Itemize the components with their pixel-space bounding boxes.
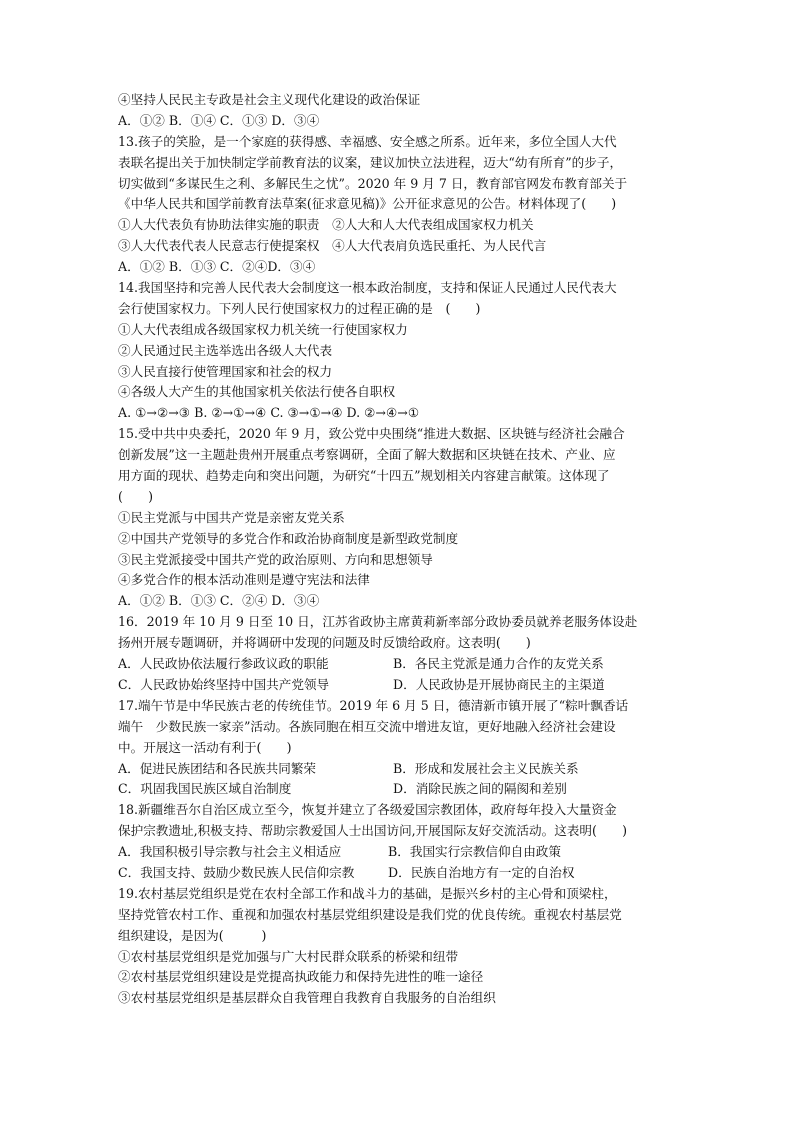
question-17 bbox=[118, 696, 678, 800]
q16-option-b: B．各民主党派是通力合作的友党关系 bbox=[393, 656, 604, 672]
q13-options: A．①② B．①③ C．②④D．③④ bbox=[118, 259, 316, 275]
question-13 bbox=[118, 132, 678, 278]
q15-stem-line-2: 创新发展”这一主题赴贵州开展重点考察调研，全面了解大数据和区块链在技术、产业、应 bbox=[118, 447, 616, 463]
q18-option-a: A．我国积极引导宗教与社会主义相适应 bbox=[118, 844, 342, 860]
q17-option-c: C．巩固我国民族区域自治制度 bbox=[118, 781, 292, 797]
question-12-tail bbox=[118, 90, 678, 132]
q17-options-row-2 bbox=[118, 779, 678, 800]
q16-options-row-1 bbox=[118, 654, 678, 675]
q14-item-4: ④各级人大产生的其他国家机关依法行使各自职权 bbox=[118, 384, 396, 400]
q13-items-line-1: ①人大代表负有协助法律实施的职责 ②人大和人大代表组成国家权力机关 bbox=[118, 217, 534, 233]
q16-option-c: C．人民政协始终坚持中国共产党领导 bbox=[118, 676, 330, 692]
question-15 bbox=[118, 424, 678, 612]
q17-stem-line-1: 17.端午节是中华民族古老的传统佳节。2019 年 6 月 5 日，德清新市镇开展了“粽叶飘香话 bbox=[118, 697, 629, 713]
q19-stem-line-1: 19.农村基层党组织是党在农村全部工作和战斗力的基础，是振兴乡村的主心骨和顶梁柱， bbox=[118, 885, 617, 901]
q15-stem-line-1: 15.受中共中央委托，2020 年 9 月，致公党中央围绕“推进大数据、区块链与经济社会融合 bbox=[118, 426, 625, 442]
q17-option-a: A．促进民族团结和各民族共同繁荣 bbox=[118, 760, 317, 776]
q15-stem-line-4: ( ) bbox=[118, 488, 154, 504]
q15-item-2: ②中国共产党领导的多党合作和政治协商制度是新型政党制度 bbox=[118, 530, 459, 546]
q18-options-row-2 bbox=[118, 863, 678, 884]
q14-stem-line-1: 14.我国坚持和完善人民代表大会制度这一根本政治制度，支持和保证人民通过人民代表大 bbox=[118, 280, 617, 296]
q16-stem-line-1: 16．2019 年 10 月 9 日至 10 日，江苏省政协主席黄莉新率部分政协委员就养老服务体设赴 bbox=[118, 614, 638, 630]
q18-option-c: C．我国支持、鼓励少数民族人民信仰宗教 bbox=[118, 864, 355, 880]
q17-stem-line-2: 端午 少数民族一家亲”活动。各族同胞在相互交流中增进友谊，更好地融入经济社会建设 bbox=[118, 718, 616, 734]
q14-item-1: ①人大代表组成各级国家权力机关统一行使国家权力 bbox=[118, 321, 408, 337]
q18-stem-line-2: 保护宗教遗址,积极支持、帮助宗教爱国人士出国访问,开展国际友好交流活动。这表明( ) bbox=[118, 823, 627, 839]
q16-stem-line-2: 扬州开展专题调研，并将调研中发现的问题及时反馈给政府。这表明( ) bbox=[118, 635, 531, 651]
q19-stem-line-3: 组织建设，是因为( ) bbox=[118, 927, 267, 943]
q15-item-4: ④多党合作的根本活动准则是遵守宪法和法律 bbox=[118, 572, 370, 588]
q18-option-d: D．民族自治地方有一定的自治权 bbox=[388, 864, 575, 880]
q18-options-row-1 bbox=[118, 842, 678, 863]
q16-option-d: D．人民政协是开展协商民主的主渠道 bbox=[393, 676, 605, 692]
question-16 bbox=[118, 612, 678, 696]
q14-stem-line-2: 会行使国家权力。下列人民行使国家权力的过程正确的是 ( ) bbox=[118, 300, 481, 316]
q17-options-row-1 bbox=[118, 759, 678, 780]
q13-stem-line-4: 《中华人民共和国学前教育法草案(征求意见稿)》公开征求意见的公告。材料体现了( ) bbox=[118, 196, 617, 212]
q17-option-d: D．消除民族之间的隔阂和差别 bbox=[393, 781, 567, 797]
q13-stem-line-1: 13.孩子的笑脸，是一个家庭的获得感、幸福感、安全感之所系。近年来，多位全国人大代 bbox=[118, 133, 617, 149]
q19-item-2: ②农村基层党组织建设是党提高执政能力和保持先进性的唯一途径 bbox=[118, 969, 484, 985]
q14-options: A. ①→②→③ B. ②→①→④ C. ③→①→④ D. ②→④→① bbox=[118, 405, 420, 421]
q19-item-1: ①农村基层党组织是党加强与广大村民群众联系的桥梁和纽带 bbox=[118, 948, 459, 964]
q13-items-line-2: ③人大代表代表人民意志行使提案权 ④人大代表肩负选民重托、为人民代言 bbox=[118, 238, 547, 254]
q14-item-3: ③人民直接行使管理国家和社会的权力 bbox=[118, 363, 333, 379]
q15-item-3: ③民主党派接受中国共产党的政治原则、方向和思想领导 bbox=[118, 551, 433, 567]
question-14 bbox=[118, 278, 678, 424]
q17-stem-line-3: 中。开展这一活动有利于( ) bbox=[118, 739, 292, 755]
q13-stem-line-3: 切实做到“多谋民生之利、多解民生之忧”。2020 年 9 月 7 日，教育部官网发布教育部关于 bbox=[118, 175, 628, 191]
question-18 bbox=[118, 800, 678, 884]
q18-option-b: B．我国实行宗教信仰自由政策 bbox=[388, 844, 561, 860]
q15-item-1: ①民主党派与中国共产党是亲密友党关系 bbox=[118, 509, 345, 525]
q12-options: A．①② B．①④ C．①③ D．③④ bbox=[118, 112, 320, 128]
q18-stem-line-1: 18.新疆维吾尔自治区成立至今，恢复并建立了各级爱国宗教团体，政府每年投入大量资金 bbox=[118, 802, 617, 818]
q17-option-b: B．形成和发展社会主义民族关系 bbox=[393, 760, 579, 776]
q16-options-row-2 bbox=[118, 675, 678, 696]
q13-stem-line-2: 表联名提出关于加快制定学前教育法的议案，建议加快立法进程，迈大“幼有所育”的步子， bbox=[118, 154, 623, 170]
q15-stem-line-3: 用方面的现状、趋势走向和突出问题，为研究“十四五”规划相关内容建言献策。这体现了 bbox=[118, 468, 610, 484]
exam-page bbox=[118, 90, 678, 1009]
q16-option-a: A．人民政协依法履行参政议政的职能 bbox=[118, 656, 329, 672]
q12-item-4: ④坚持人民民主专政是社会主义现代化建设的政治保证 bbox=[118, 92, 421, 107]
q15-options: A．①② B．①③ C．②④ D．③④ bbox=[118, 593, 320, 609]
question-19 bbox=[118, 884, 678, 1009]
q19-stem-line-2: 坚持党管农村工作、重视和加强农村基层党组织建设是我们党的优良传统。重视农村基层党 bbox=[118, 906, 622, 922]
q19-item-3: ③农村基层党组织是基层群众自我管理自我教育自我服务的自治组织 bbox=[118, 990, 496, 1006]
q14-item-2: ②人民通过民主选举选出各级人大代表 bbox=[118, 342, 333, 358]
